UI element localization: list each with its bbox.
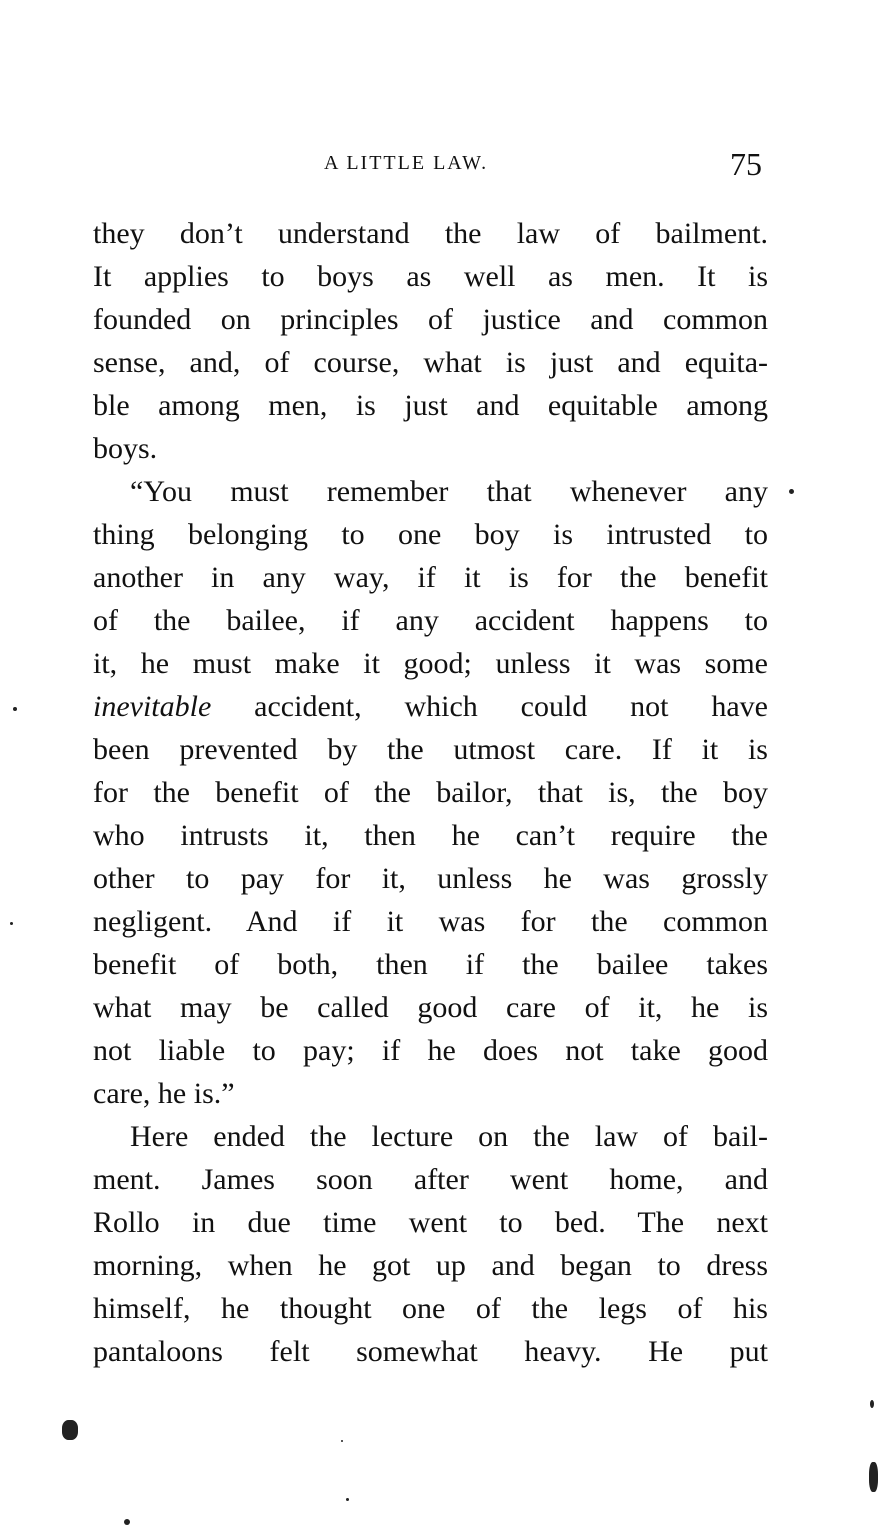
ink-speck [346, 1498, 349, 1501]
text-line: “You must remember that whenever any [130, 475, 768, 508]
text-line: negligent. And if it was for the common [93, 905, 768, 938]
text-line: they don’t understand the law of bailment. [93, 217, 768, 250]
text-line: ble among men, is just and equitable among [93, 389, 768, 422]
ink-blot [869, 1462, 878, 1492]
text-line-mixed [93, 685, 768, 728]
text-line: pantaloons felt somewhat heavy. He put [93, 1335, 768, 1368]
text-line: founded on principles of justice and common [93, 303, 768, 336]
text-line: other to pay for it, unless he was grossly [93, 862, 768, 895]
text-line: what may be called good care of it, he is [93, 991, 768, 1024]
text-line: ment. James soon after went home, and [93, 1163, 768, 1196]
text-line: himself, he thought one of the legs of his [93, 1292, 768, 1325]
text-line: Here ended the lecture on the law of bail- [130, 1120, 768, 1153]
text-line: of the bailee, if any accident happens to [93, 604, 768, 637]
text-line: not liable to pay; if he does not take good [93, 1034, 768, 1067]
ink-speck [124, 1519, 130, 1525]
running-title: A LITTLE LAW. [324, 152, 489, 174]
text-line: thing belonging to one boy is intrusted to [93, 518, 768, 551]
text-line: it, he must make it good; unless it was some [93, 647, 768, 680]
running-head [0, 146, 878, 180]
text-line: another in any way, if it is for the benefit [93, 561, 768, 594]
ink-speck [789, 489, 794, 494]
text-fragment: accident, which could not have [254, 690, 768, 723]
text-line: for the benefit of the bailor, that is, the boy [93, 776, 768, 809]
text-line: Rollo in due time went to bed. The next [93, 1206, 768, 1239]
text-line: boys. [93, 432, 158, 465]
ink-speck [870, 1400, 874, 1408]
text-line: sense, and, of course, what is just and equita- [93, 346, 768, 379]
page-body [93, 212, 768, 1373]
ink-blot [62, 1420, 78, 1440]
text-line: morning, when he got up and began to dress [93, 1249, 768, 1282]
emphasis-word: inevitable [93, 690, 212, 723]
ink-speck [13, 707, 17, 711]
ink-speck [341, 1440, 343, 1442]
text-line: been prevented by the utmost care. If it is [93, 733, 768, 766]
text-line: care, he is.” [93, 1077, 235, 1110]
ink-speck [10, 922, 13, 925]
text-line: It applies to boys as well as men. It is [93, 260, 768, 293]
text-line: who intrusts it, then he can’t require the [93, 819, 768, 852]
page-number: 75 [730, 146, 762, 182]
text-line: benefit of both, then if the bailee takes [93, 948, 768, 981]
